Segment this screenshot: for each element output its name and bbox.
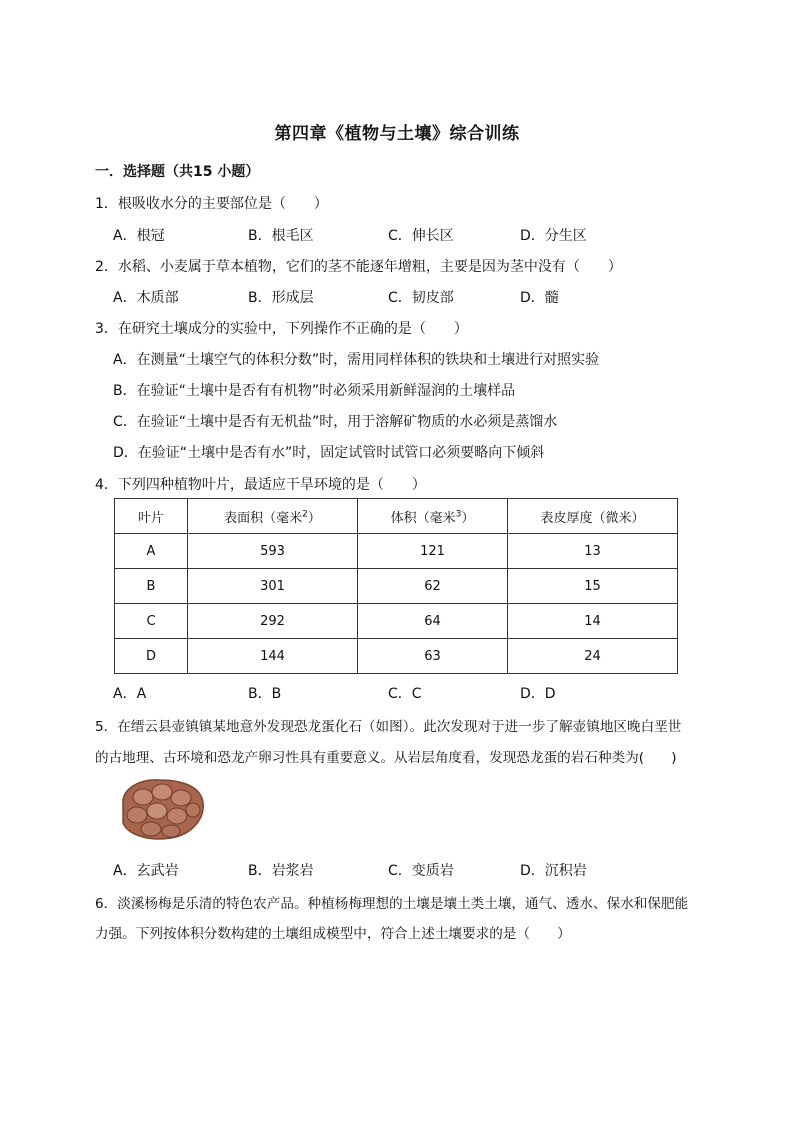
question-4-option-d: D．D [520, 686, 556, 702]
table-cell: 301 [188, 569, 358, 604]
table-cell: 292 [188, 604, 358, 639]
table-cell: 593 [188, 534, 358, 569]
table-cell: 13 [508, 534, 678, 569]
table-header-row [115, 499, 678, 534]
dinosaur-egg-fossil-image [115, 775, 207, 843]
table-cell: 15 [508, 569, 678, 604]
table-cell: A [115, 534, 188, 569]
question-1-stem: 1．根吸收水分的主要部位是（ ） [95, 196, 328, 212]
question-3-option-b: B．在验证“土壤中是否有有机物”时必须采用新鲜湿润的土壤样品 [113, 383, 516, 399]
table-row [115, 604, 678, 639]
table-header-cell: 表皮厚度（微米） [508, 499, 678, 534]
question-5-option-c: C．变质岩 [388, 863, 454, 879]
question-6-stem-line-1: 6．淡溪杨梅是乐清的特色农产品。种植杨梅理想的土壤是壤土类土壤，通气、透水、保水和保肥能 [95, 896, 689, 912]
table-header-cell: 叶片 [115, 499, 188, 534]
question-2-option-d: D．髓 [520, 290, 559, 306]
table-cell: D [115, 639, 188, 674]
page-title: 第四章《植物与土壤》综合训练 [274, 124, 520, 144]
table-cell: B [115, 569, 188, 604]
question-2-option-a: A．木质部 [113, 290, 179, 306]
question-3-option-a: A．在测量“土壤空气的体积分数”时，需用同样体积的铁块和土壤进行对照实验 [113, 352, 600, 368]
question-6-stem-line-2: 力强。下列按体积分数构建的土壤组成模型中，符合上述土壤要求的是（ ） [95, 926, 571, 942]
question-4-option-b: B．B [248, 686, 282, 702]
table-row [115, 534, 678, 569]
table-row [115, 569, 678, 604]
question-3-option-c: C．在验证“土壤中是否有无机盐”时，用于溶解矿物质的水必须是蒸馏水 [113, 414, 558, 430]
question-4-stem: 4．下列四种植物叶片，最适应干旱环境的是（ ） [95, 477, 426, 493]
question-4-option-a: A．A [113, 686, 147, 702]
table-cell: 63 [358, 639, 508, 674]
table-cell: 121 [358, 534, 508, 569]
table-header-cell: 体积（毫米$^3$） [358, 499, 508, 534]
table-cell: C [115, 604, 188, 639]
question-2-option-b: B．形成层 [248, 290, 314, 306]
table-cell: 144 [188, 639, 358, 674]
leaf-data-table [114, 498, 678, 674]
question-1-option-a: A．根冠 [113, 228, 165, 244]
table-cell: 24 [508, 639, 678, 674]
question-3-option-d: D．在验证“土壤中是否有水”时，固定试管时试管口必须要略向下倾斜 [113, 445, 545, 461]
table-cell: 62 [358, 569, 508, 604]
question-4-option-c: C．C [388, 686, 422, 702]
question-2-stem: 2．水稻、小麦属于草本植物，它们的茎不能逐年增粗，主要是因为茎中没有（ ） [95, 259, 622, 275]
question-5-stem-line-1: 5．在缙云县壶镇镇某地意外发现恐龙蛋化石（如图）。此次发现对于进一步了解壶镇地区晚白垩世 [95, 719, 682, 735]
question-3-stem: 3．在研究土壤成分的实验中，下列操作不正确的是（ ） [95, 321, 468, 337]
question-1-option-c: C．伸长区 [388, 228, 454, 244]
section-heading: 一．选择题（共15 小题） [95, 164, 260, 180]
question-5-option-d: D．沉积岩 [520, 863, 587, 879]
table-header-cell: 表面积（毫米$^2$） [188, 499, 358, 534]
table-cell: 64 [358, 604, 508, 639]
question-5-option-b: B．岩浆岩 [248, 863, 314, 879]
question-1-option-b: B．根毛区 [248, 228, 314, 244]
question-5-stem-line-2: 的古地理、古环境和恐龙产卵习性具有重要意义。从岩层角度看，发现恐龙蛋的岩石种类为( ) [95, 750, 677, 766]
table-row [115, 639, 678, 674]
table-cell: 14 [508, 604, 678, 639]
question-5-option-a: A．玄武岩 [113, 863, 179, 879]
question-2-option-c: C．韧皮部 [388, 290, 454, 306]
question-1-option-d: D．分生区 [520, 228, 587, 244]
